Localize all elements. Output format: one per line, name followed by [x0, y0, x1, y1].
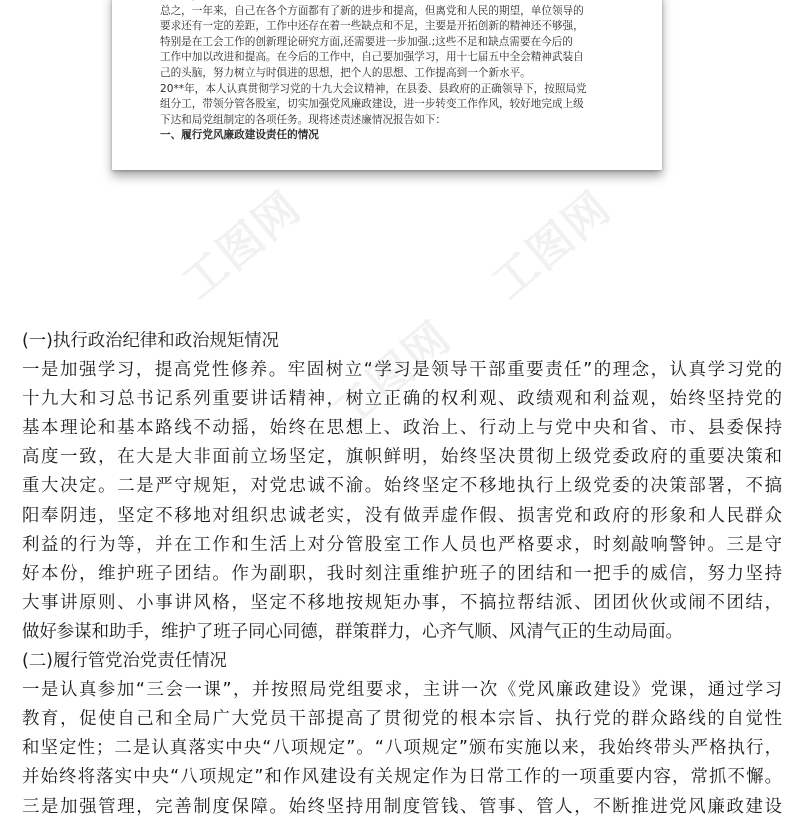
preview-line: 下达和局党组制定的各项任务。现将述责述廉情况报告如下： — [160, 113, 447, 126]
body-line: 教育，促使自己和全局广大党员干部提高了贯彻党的根本宗旨、执行党的群众路线的自觉性 — [22, 709, 782, 730]
preview-section-heading: 一、履行党风廉政建设责任的情况 — [160, 129, 319, 142]
preview-line: 要求还有一定的差距，工作中还存在着一些缺点和不足，主要是开拓创新的精神还不够强， — [160, 20, 584, 33]
preview-line: 特别是在工会工作的创新理论研究方面,还需要进一步加强.;这些不足和缺点需要在今后的 — [160, 35, 573, 48]
preview-line: 20**年，本人认真贯彻学习党的十九大会议精神，在县委、县政府的正确领导下，按照局党 — [160, 82, 587, 95]
body-line: 利益的行为等，并在工作和生活上对分管股室工作人员也严格要求，时刻敲响警钟。三是守 — [22, 534, 782, 555]
watermark: 工图网 — [322, 311, 462, 440]
watermark: 工图网 — [172, 181, 312, 310]
preview-line: 总之，一年来，自己在各个方面都有了新的进步和提高，但离党和人民的期望，单位领导的 — [160, 4, 584, 17]
body-text — [22, 327, 782, 822]
body-line: 和坚定性；二是认真落实中央“八项规定”。“八项规定”颁布实施以来，我始终带头严格执行， — [22, 738, 782, 759]
preview-line: 己的头脑，努力树立与时俱进的思想，把个人的思想、工作提高到一个新水平。 — [160, 66, 531, 79]
body-line: 三是加强管理，完善制度保障。始终坚持用制度管钱、管事、管人，不断推进党风廉政建设 — [22, 796, 782, 817]
body-line: 好本份，维护班子团结。作为副职，我时刻注重维护班子的团结和一把手的威信，努力坚持 — [22, 563, 782, 584]
section-heading: (一)执行政治纪律和政治规矩情况 — [22, 331, 280, 351]
body-line: 一是加强学习，提高党性修养。牢固树立“学习是领导干部重要责任”的理念，认真学习党的 — [22, 360, 782, 381]
body-line: 十九大和习总书记系列重要讲话精神，树立正确的权利观、政绩观和利益观，始终坚持党的 — [22, 389, 782, 410]
body-line: 做好参谋和助手，维护了班子同心同德，群策群力，心齐气顺、风清气正的生动局面。 — [22, 621, 683, 642]
body-line: 高度一致，在大是大非面前立场坚定，旗帜鲜明，始终坚决贯彻上级党委政府的重要决策和 — [22, 447, 782, 468]
watermark: 工图网 — [482, 181, 622, 310]
body-line: 并始终将落实中央“八项规定”和作风建设有关规定作为日常工作的一项重要内容，常抓不懈。 — [22, 767, 782, 788]
document-preview-text — [112, 0, 662, 144]
document-preview-card — [112, 0, 662, 170]
body-line: 基本理论和基本路线不动摇，始终在思想上、政治上、行动上与党中央和省、市、县委保持 — [22, 418, 782, 439]
preview-line: 组分工，带领分管各股室，切实加强党风廉政建设，进一步转变工作作风，较好地完成上级 — [160, 98, 584, 111]
body-line: 大事讲原则、小事讲风格，坚定不移地按规矩办事，不搞拉帮结派、团团伙伙或闹不团结， — [22, 592, 782, 613]
body-line: 阳奉阴违，坚定不移地对组织忠诚老实，没有做弄虚作假、损害党和政府的形象和人民群众 — [22, 505, 782, 526]
body-line: 重大决定。二是严守规矩，对党忠诚不渝。始终坚定不移地执行上级党委的决策部署，不搞 — [22, 476, 782, 497]
body-line: 一是认真参加“三会一课”，并按照局党组要求，主讲一次《党风廉政建设》党课，通过学习 — [22, 680, 782, 701]
preview-line: 工作中加以改进和提高。在今后的工作中，自己要加强学习，用十七届五中全会精神武装自 — [160, 51, 584, 64]
section-heading: (二)履行管党治党责任情况 — [22, 651, 227, 672]
